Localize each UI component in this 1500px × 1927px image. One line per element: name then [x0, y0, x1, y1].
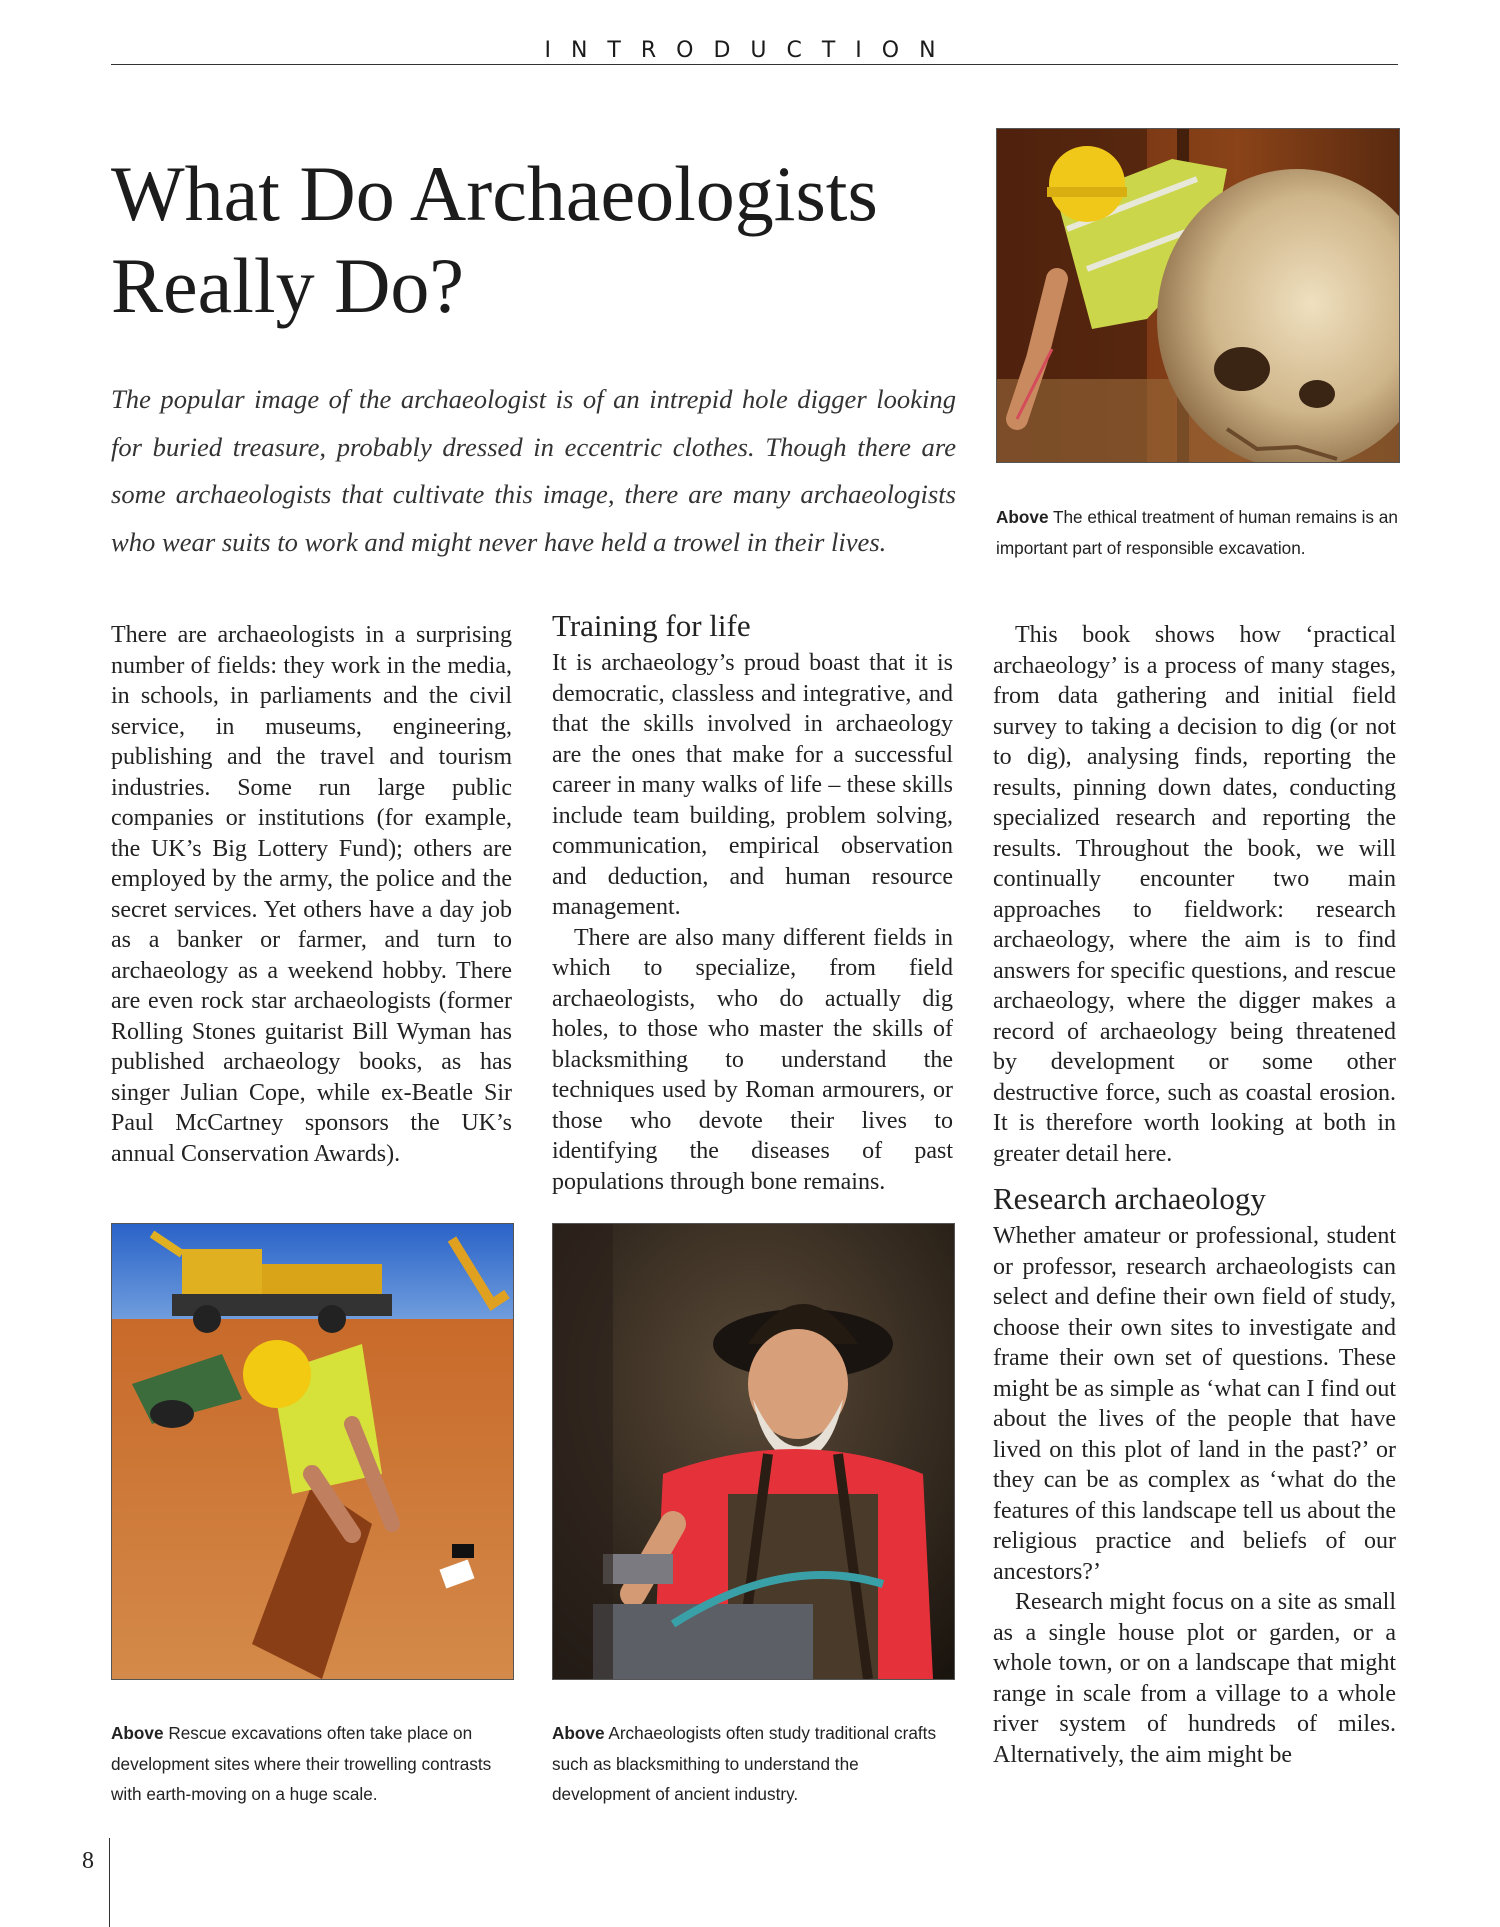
caption-text: Rescue excavations often take place on development sites where their trowelling contrasts with earth-moving on a huge scale.: [111, 1723, 492, 1804]
standfirst: The popular image of the archaeologist is of an intrepid hole digger looking for buried treasure, probably dressed in eccentric clothes. Though there are some archaeologists that cultivate this image, there are many archaeologists who wear suits to work and might never have held a trowel in their lives.: [111, 384, 956, 557]
caption-label: Above: [996, 507, 1049, 527]
paragraph: It is archaeology’s proud boast that it is democratic, classless and integrative, and that the skills involved in archaeology are the ones that make for a successful career in many walks of life – these skills include team building, problem solving, communication, empirical observation and deduction, and human resource management.: [552, 650, 953, 920]
heading-training-for-life: Training for life: [552, 608, 751, 643]
caption-text: Archaeologists often study traditional crafts such as blacksmithing to understand the development of ancient industry.: [552, 1723, 937, 1804]
title-line-2: Really Do?: [111, 242, 465, 329]
photo-rescue-excavation: [111, 1223, 514, 1680]
paragraph: Research might focus on a site as small as a single house plot or garden, or a whole town, or on a landscape that might range in scale from a village to a whole river system of hundreds of miles. Alternatively, the aim might be: [993, 1589, 1396, 1768]
page-number: 8: [82, 1848, 94, 1874]
photo-blacksmith: [552, 1223, 955, 1680]
heading-research-archaeology: Research archaeology: [993, 1181, 1266, 1216]
folio-rule: [109, 1838, 110, 1927]
caption-text: The ethical treatment of human remains is an important part of responsible excavation.: [996, 507, 1398, 558]
paragraph: There are archaeologists in a surprising number of fields: they work in the media, in schools, in parliaments and the civil service, in museums, engineering, publishing and the travel and tourism industries. Some run large public companies or institutions (for example, the UK’s Big Lottery Fund); others are employed by the army, the police and the secret services. Yet others have a day job as a banker or farmer, and turn to archaeology as a weekend hobby. There are even rock star archaeologists (former Rolling Stones guitarist Bill Wyman has published archaeology books, as has singer Julian Cope, while ex-Beatle Sir Paul McCartney sponsors the UK’s annual Conservation Awards).: [111, 622, 512, 1167]
paragraph: This book shows how ‘practical archaeology’ is a process of many stages, from data gathering and initial field survey to taking a decision to dig (or not to dig), analysing finds, reporting the results, pinning down dates, conducting specialized research and reporting the results. Throughout the book, we will continually encounter two main approaches to fieldwork: research archaeology, where the aim is to find answers for specific questions, and rescue archaeology, where the digger makes a record of archaeology being threatened by development or some other destructive force, such as coastal erosion. It is therefore worth looking at both in greater detail here.: [993, 622, 1396, 1167]
page-title: [111, 148, 981, 332]
column-1: [111, 620, 512, 1169]
column-2: [552, 608, 953, 1197]
caption-skull: [996, 502, 1398, 563]
photo-skull-excavation: [996, 128, 1400, 463]
paragraph: There are also many different fields in which to specialize, from field archaeologists, who do actually dig holes, to those who master the skills of blacksmithing to understand the techniques used by Roman armourers, or those who devote their lives to identifying the diseases of past populations through bone remains.: [552, 924, 953, 1195]
caption-label: Above: [552, 1723, 605, 1743]
title-line-1: What Do Archaeologists: [111, 150, 878, 237]
header-rule: [111, 64, 1398, 65]
column-3: [993, 620, 1396, 1770]
running-head: INTRODUCTION: [544, 38, 956, 63]
caption-rescue: [111, 1718, 512, 1810]
paragraph: Whether amateur or professional, student or professor, research archaeologists can select and define their own field of study, choose their own sites to investigate and frame their own set of questions. These might be as simple as ‘what can I find out about the lives of the people that have lived on this plot of land in the past?’ or they can be as complex as ‘what do the features of this landscape tell us about the religious practice and beliefs of our ancestors?’: [993, 1223, 1396, 1585]
caption-blacksmith: [552, 1718, 953, 1810]
caption-label: Above: [111, 1723, 164, 1743]
